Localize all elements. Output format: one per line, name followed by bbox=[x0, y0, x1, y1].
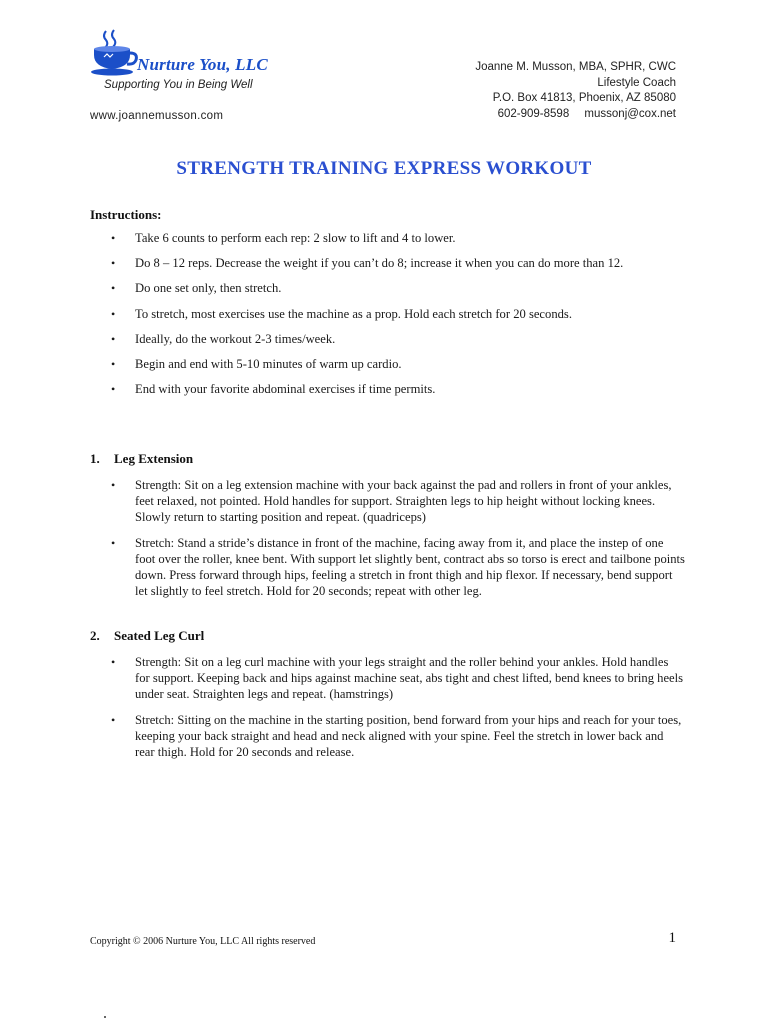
section-title: Leg Extension bbox=[114, 451, 194, 466]
instructions-list bbox=[108, 230, 686, 397]
scan-speck bbox=[104, 1016, 106, 1018]
contact-block bbox=[475, 60, 676, 122]
list-item: • Strength: Sit on a leg extension machine with your back against the pad and rollers in front of your ankles, feet relaxed, not pointed. Hold handles for support. Straighten legs to hip height without locking knees. Slowly return to starting position and repeat. (quadriceps) bbox=[111, 478, 672, 525]
list-item: • Do 8 – 12 reps. Decrease the weight if you can’t do 8; increase it when you can do more than 12. bbox=[111, 256, 624, 271]
contact-role: Lifestyle Coach bbox=[597, 76, 676, 89]
list-item: • Begin and end with 5-10 minutes of warm up cardio. bbox=[111, 357, 402, 372]
contact-phone: 602-909-8598 bbox=[497, 107, 570, 120]
contact-address: P.O. Box 41813, Phoenix, AZ 85080 bbox=[492, 92, 676, 104]
website-link[interactable]: www.joannemusson.com bbox=[90, 110, 224, 122]
list-item: • Take 6 counts to perform each rep: 2 slow to lift and 4 to lower. bbox=[111, 231, 456, 245]
list-item: • Stretch: Sitting on the machine in the starting position, bend forward from your hips and reach for your toes, keeping your back straight and head and neck aligned with your spine. Feel the stretch in lower back and rear thigh. Hold for 20 seconds and release. bbox=[111, 712, 682, 760]
copyright-footer: Copyright © 2006 Nurture You, LLC All rights reserved bbox=[90, 936, 316, 947]
list-item: • Strength: Sit on a leg curl machine with your legs straight and the roller behind your ankles. Hold handles for support. Keeping back and hips against machine seat, abs tight and chest lifted, bend knees to bring heels under seat. Straighten legs and repeat. (hamstrings) bbox=[111, 655, 684, 702]
section-number: 2. bbox=[90, 628, 100, 643]
section-heading-seated-leg-curl bbox=[90, 628, 204, 644]
company-name: Nurture You, LLC bbox=[137, 55, 268, 74]
contact-name: Joanne M. Musson, MBA, SPHR, CWC bbox=[475, 61, 676, 73]
section-number: 1. bbox=[90, 451, 100, 466]
list-item: • Ideally, do the workout 2-3 times/week. bbox=[111, 331, 336, 346]
page-number: 1 bbox=[668, 930, 676, 946]
list-item: • Do one set only, then stretch. bbox=[111, 281, 282, 296]
seated-leg-curl-list bbox=[108, 654, 686, 760]
list-item: • End with your favorite abdominal exercises if time permits. bbox=[111, 382, 436, 397]
teacup-icon bbox=[88, 27, 138, 77]
instructions-heading: Instructions: bbox=[90, 207, 162, 222]
list-item: • Stretch: Stand a stride’s distance in front of the machine, facing away from it, and place the instep of one foot over the roller, knee bent. With support let slightly bent, contract abs so torso is erect and tailbone points down. Press forward through hips, feeling a stretch in front thigh and hip flexor. If necessary, bend support let slightly to feel stretch. Hold for 20 seconds; repeat with other leg. bbox=[111, 535, 685, 599]
contact-email[interactable]: mussonj@cox.net bbox=[584, 107, 676, 120]
list-item: • To stretch, most exercises use the machine as a prop. Hold each stretch for 20 seconds. bbox=[111, 306, 572, 321]
section-title: Seated Leg Curl bbox=[114, 628, 205, 643]
tagline: Supporting You in Being Well bbox=[104, 79, 253, 91]
page-title: STRENGTH TRAINING EXPRESS WORKOUT bbox=[176, 158, 592, 179]
leg-extension-list bbox=[108, 477, 686, 599]
section-heading-leg-extension bbox=[90, 451, 193, 467]
